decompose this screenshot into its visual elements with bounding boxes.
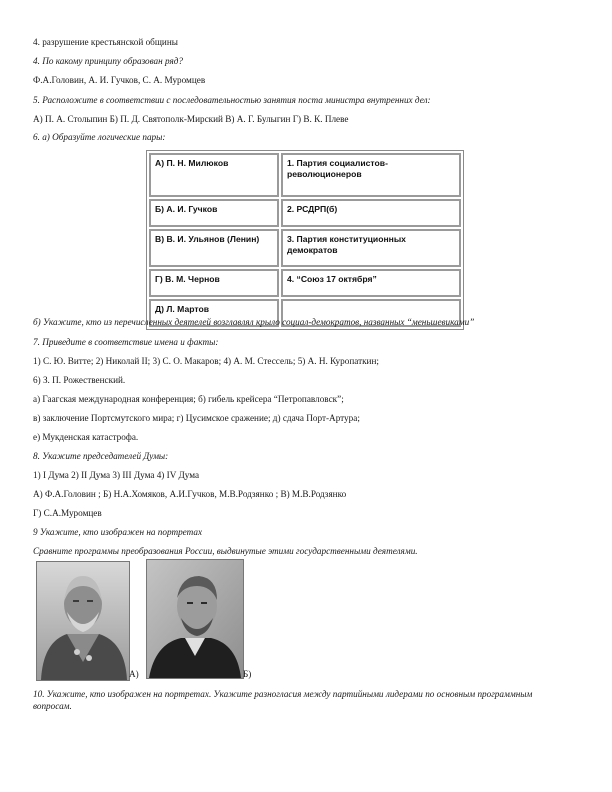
logical-pairs-table: [146, 150, 464, 330]
names-row: Ф.А.Головин, А. И. Гучков, С. А. Муромцев: [33, 75, 206, 85]
question-10: 10. Укажите, кто изображен на портретах. Укажите разногласия между партийными лидерами по основным программным вопросам.: [33, 689, 533, 711]
question-6a: 6. а) Образуйте логические пары:: [33, 132, 166, 142]
question-9: 9 Укажите, кто изображен на портретах: [33, 527, 203, 537]
ministers-list: А) П. А. Столыпин Б) П. Д. Святополк-Мирский В) А. Г. Булыгин Г) В. К. Плеве: [33, 114, 349, 124]
facts-list-cont: в) заключение Портсмутского мира; г) Цусимское сражение; д) сдача Порт-Артура;: [33, 413, 360, 423]
facts-list-end: е) Мукденская катастрофа.: [33, 432, 139, 442]
table-cell-left: А) П. Н. Милюков: [149, 153, 279, 197]
chairmen-list-end: Г) С.А.Муромцев: [33, 508, 102, 518]
table-cell-right: 4. “Союз 17 октября”: [281, 269, 461, 297]
names-list-cont: 6) З. П. Рожественский.: [33, 375, 126, 385]
question-9-compare: Сравните программы преобразования России, выдвинутые этими государственными деятелями.: [33, 546, 418, 556]
question-4: 4. По какому принципу образован ряд?: [33, 56, 183, 66]
portrait-a-image: [36, 561, 130, 681]
table-cell-right: 3. Партия конституционных демократов: [281, 229, 461, 267]
chairmen-list: А) Ф.А.Головин ; Б) Н.А.Хомяков, А.И.Гучков, М.В.Родзянко ; В) М.В.Родзянко: [33, 489, 347, 499]
answer-line: 4. разрушение крестьянской общины: [33, 37, 178, 47]
table-cell-left: Д) Л. Мартов: [149, 299, 279, 327]
table-row: [149, 269, 461, 297]
table-row: [149, 199, 461, 227]
table-cell-right: 2. РСДРП(б): [281, 199, 461, 227]
table-row: [149, 153, 461, 197]
table-cell-right: 1. Партия социалистов-революционеров: [281, 153, 461, 197]
portrait-b-label: Б): [243, 669, 252, 679]
question-6b: б) Укажите, кто из перечисленных деятелей возглавлял крыло социал-демократов, названных “меньшевиками”: [33, 317, 475, 327]
question-5: 5. Расположите в соответствии с последовательностью занятия поста министра внутренних дел:: [33, 95, 431, 105]
question-7: 7. Приведите в соответствие имена и факты:: [33, 337, 219, 347]
names-list: 1) С. Ю. Витте; 2) Николай II; 3) С. О. Макаров; 4) А. М. Стессель; 5) А. Н. Куропаткин;: [33, 356, 379, 366]
portrait-b-image: [146, 559, 244, 679]
portrait-a-label: А): [129, 669, 139, 679]
facts-list: а) Гаагская международная конференция; б) гибель крейсера “Петропавловск”;: [33, 394, 344, 404]
table-cell-left: Б) А. И. Гучков: [149, 199, 279, 227]
table-cell-left: В) В. И. Ульянов (Ленин): [149, 229, 279, 267]
table-cell-left: Г) В. М. Чернов: [149, 269, 279, 297]
table-row: [149, 229, 461, 267]
duma-list: 1) I Дума 2) II Дума 3) III Дума 4) IV Дума: [33, 470, 200, 480]
question-8: 8. Укажите председателей Думы:: [33, 451, 169, 461]
